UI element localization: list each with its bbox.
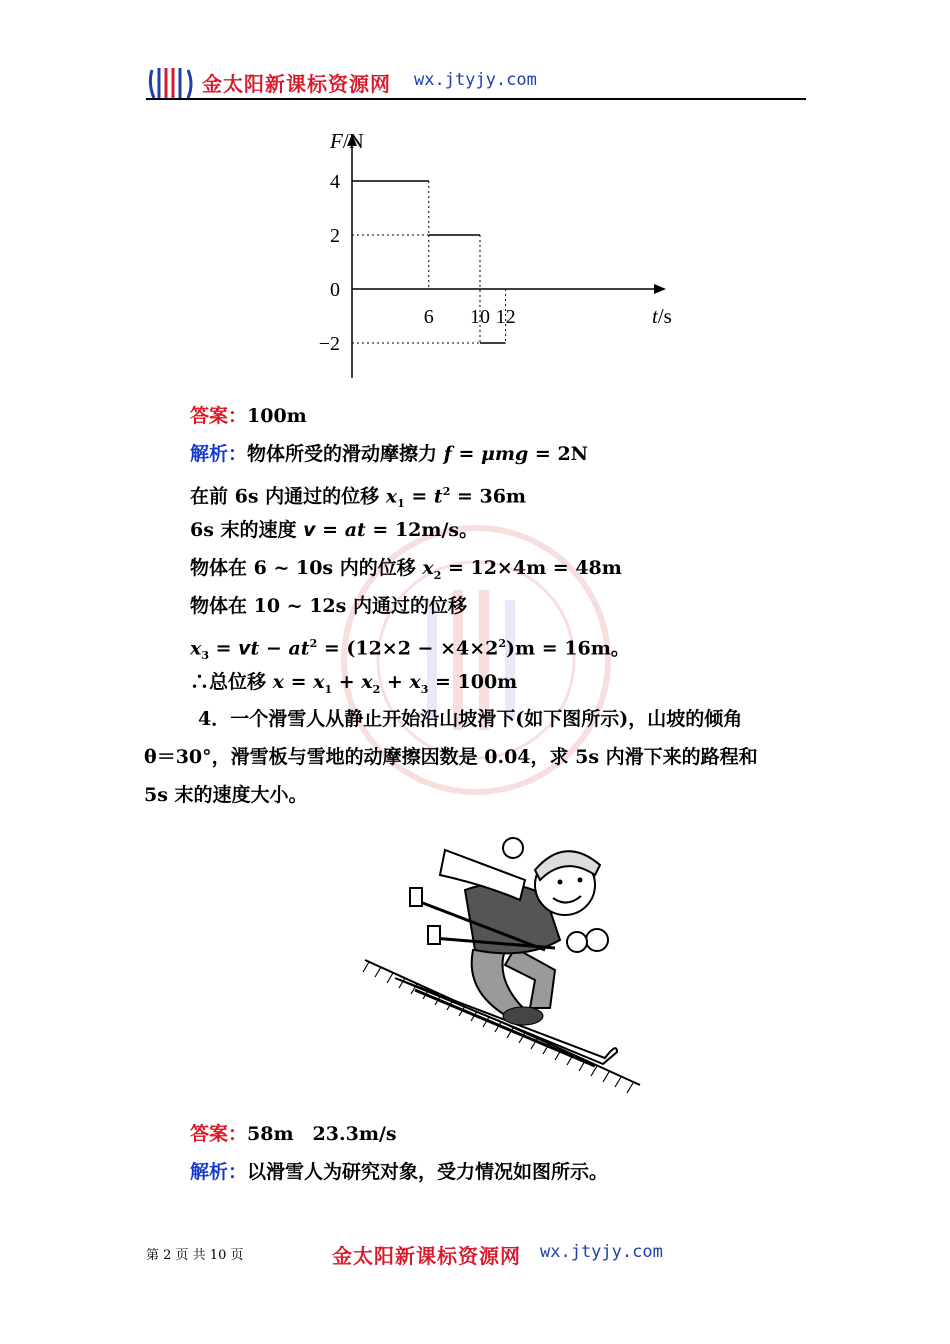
math-sub: 3 bbox=[201, 649, 209, 663]
math-sub: 1 bbox=[324, 682, 333, 696]
footer-url-link[interactable]: wx.jtyjy.com bbox=[540, 1242, 663, 1262]
math-text: = 36m bbox=[450, 485, 527, 508]
math-var: x bbox=[190, 637, 202, 660]
analysis-1-line-6 bbox=[190, 632, 630, 668]
question-4-line-2 bbox=[144, 738, 814, 776]
analysis-1-line-5: 物体在 10 ~ 12s 内通过的位移 bbox=[190, 595, 467, 617]
y-axis-label: F/N bbox=[330, 129, 364, 153]
answer-1 bbox=[190, 404, 307, 428]
math-var: x bbox=[361, 671, 373, 693]
math-var: t bbox=[433, 485, 443, 508]
math-text: = bbox=[283, 671, 314, 693]
question-text: ＝30°，滑雪板与雪地的动摩擦因数是 0.04，求 5s 内滑下来的路程和 bbox=[156, 746, 758, 768]
math-var: x bbox=[409, 671, 421, 693]
math-sup: 2 bbox=[442, 485, 451, 498]
force-time-chart bbox=[300, 120, 700, 385]
analysis-text: 在前 6s 内通过的位移 bbox=[190, 485, 386, 508]
math-text: + bbox=[380, 671, 410, 693]
x-axis-arrow bbox=[654, 284, 666, 294]
math-text: = 12m/s。 bbox=[365, 519, 479, 541]
skier-illustration bbox=[355, 830, 645, 1100]
analysis-text: 6s 末的速度 bbox=[190, 519, 304, 541]
answer-label: 答案： bbox=[190, 1123, 248, 1145]
analysis-1-line-1 bbox=[190, 442, 588, 466]
math-sub: 2 bbox=[433, 568, 442, 582]
question-4-line-3: 5s 末的速度大小。 bbox=[144, 784, 308, 806]
x-tick-label: 10 bbox=[470, 306, 490, 328]
x-tick-label: 6 bbox=[423, 306, 434, 328]
footer-brand: 金太阳新课标资源网 bbox=[332, 1244, 521, 1268]
analysis-1-line-7 bbox=[190, 670, 517, 702]
math-text: = 100m bbox=[428, 671, 518, 693]
answer-value: 58m 23.3m/s bbox=[247, 1123, 397, 1145]
question-4 bbox=[144, 700, 814, 814]
y-tick-label: 2 bbox=[330, 225, 340, 247]
y-tick-label: 0 bbox=[330, 279, 340, 301]
analysis-label: 解析： bbox=[190, 1161, 248, 1183]
math-text: = bbox=[315, 519, 345, 541]
math-text: = (12×2 − ×4×2 bbox=[317, 637, 499, 660]
answer-value: 100m bbox=[247, 405, 307, 427]
x-tick-label: 12 bbox=[495, 306, 516, 328]
math-text: = 2N bbox=[528, 443, 589, 465]
math-var: θ bbox=[144, 746, 157, 768]
header-url-link[interactable]: wx.jtyjy.com bbox=[414, 70, 537, 90]
analysis-text: 以滑雪人为研究对象，受力情况如图所示。 bbox=[247, 1161, 609, 1183]
answer-label: 答案： bbox=[190, 405, 248, 427]
math-text: = bbox=[451, 443, 481, 465]
analysis-1-line-3 bbox=[190, 518, 478, 542]
math-var: x bbox=[272, 671, 284, 693]
math-var: at bbox=[344, 519, 366, 541]
math-text: = bbox=[404, 485, 434, 508]
math-var: t bbox=[250, 637, 260, 660]
analysis-1-line-2 bbox=[190, 480, 526, 516]
analysis-text: 物体在 6 ~ 10s 内的位移 bbox=[190, 557, 423, 579]
math-sup: 2 bbox=[309, 637, 318, 650]
math-var: at bbox=[288, 637, 310, 660]
analysis-2 bbox=[190, 1160, 608, 1184]
math-var: v bbox=[238, 637, 251, 660]
analysis-1-line-4 bbox=[190, 556, 622, 588]
answer-2 bbox=[190, 1122, 397, 1146]
y-tick-label: 4 bbox=[330, 171, 340, 193]
math-sup: 2 bbox=[498, 637, 507, 650]
analysis-text: ∴总位移 bbox=[190, 671, 273, 693]
math-var: μmg bbox=[481, 443, 529, 465]
question-4-line-1: 4．一个滑雪人从静止开始沿山坡滑下(如下图所示)，山坡的倾角 bbox=[198, 708, 743, 730]
analysis-label: 解析： bbox=[190, 443, 248, 465]
page-number: 第 2 页 共 10 页 bbox=[146, 1248, 244, 1263]
math-var: x bbox=[313, 671, 325, 693]
math-var: f bbox=[443, 443, 452, 465]
math-text: − bbox=[259, 637, 289, 660]
math-var: v bbox=[303, 519, 316, 541]
header-brand: 金太阳新课标资源网 bbox=[202, 72, 391, 96]
x-axis-label: t/s bbox=[652, 304, 672, 328]
math-sub: 1 bbox=[397, 497, 405, 511]
math-var: x bbox=[422, 557, 434, 579]
math-sub: 3 bbox=[420, 682, 429, 696]
math-text: = bbox=[208, 637, 239, 660]
math-text: = 12×4m = 48m bbox=[441, 557, 622, 579]
math-sub: 2 bbox=[372, 682, 381, 696]
math-text: + bbox=[332, 671, 362, 693]
header-divider bbox=[146, 98, 806, 100]
math-text: )m = 16m。 bbox=[506, 637, 630, 660]
analysis-text: 物体所受的滑动摩擦力 bbox=[247, 443, 438, 465]
math-var: x bbox=[385, 485, 398, 508]
y-tick-label: −2 bbox=[318, 333, 340, 355]
